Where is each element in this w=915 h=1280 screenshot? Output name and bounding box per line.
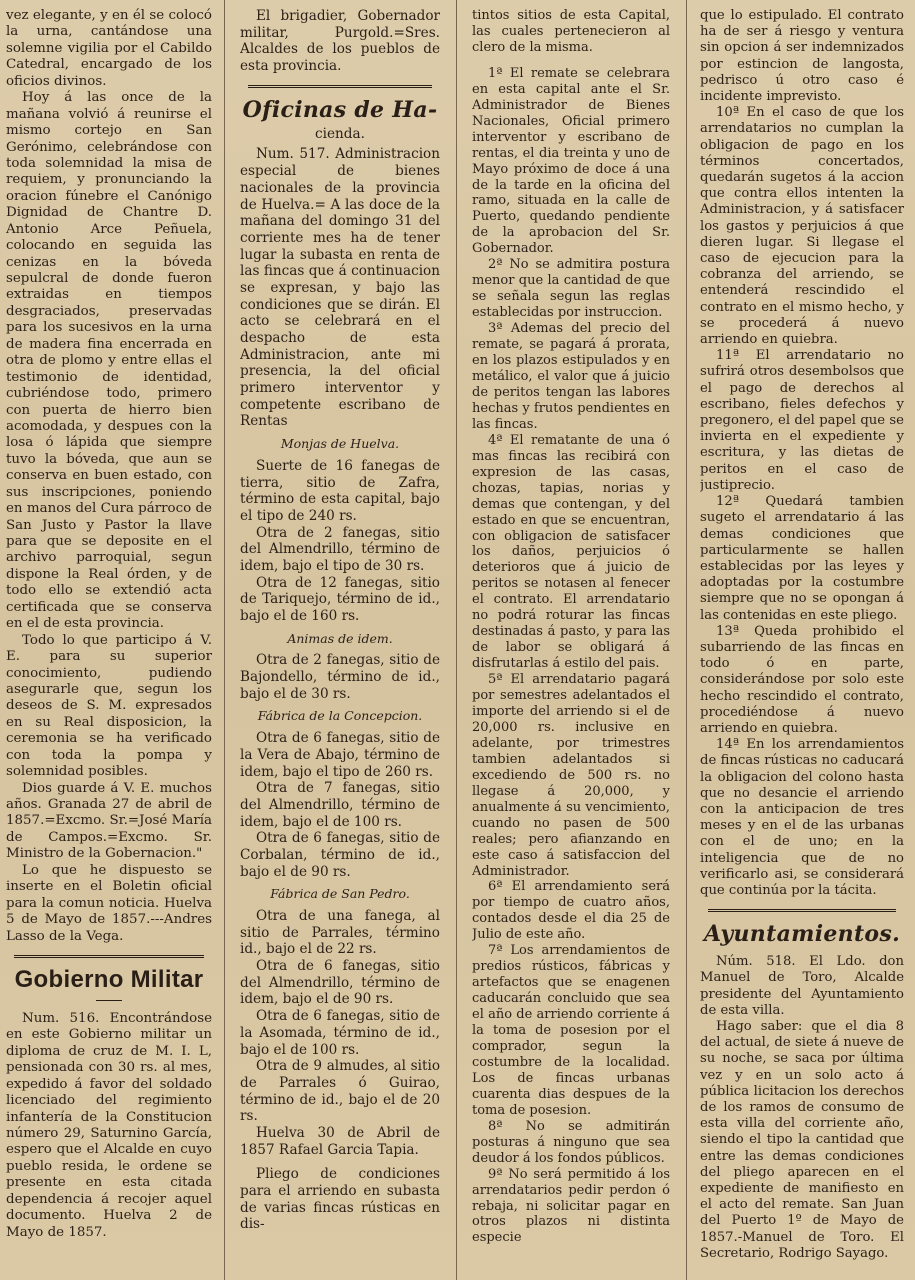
section-divider: [14, 955, 204, 958]
paragraph: Lo que he dispuesto se inserte en el Boletin oficial para la comun noticia. Huelva 5 de Mayo de 1857.---Andres Lasso de la Vega.: [6, 862, 212, 944]
paragraph: 1ª El remate se celebrara en esta capital ante el Sr. Administrador de Bienes Nacionales, Oficial primero interventor y escribano de rentas, el dia treinta y uno de Mayo próximo de doce á una de la tarde en la oficina del ramo, situada en la calle de Puerto, quedando pendiente de la aprobacion del Sr. Gobernador.: [472, 65, 670, 257]
section-title-continuation: cienda.: [315, 125, 365, 142]
paragraph: 9ª No será permitido á los arrendatarios pedir perdon ó rebaja, ni solicitar pagar en otros plazos ni distinta especie: [472, 1166, 670, 1246]
column-rule: [456, 0, 457, 1280]
paragraph: Todo lo que participo á V. E. para su superior conocimiento, pudiendo asegurarle que, segun los deseos de S. M. expresados en su Real disposicion, la ceremonia se ha verificado con toda la pompa y solemnidad posibles.: [6, 632, 212, 780]
paragraph: 14ª En los arrendamientos de fincas rústicas no caducará la obligacion del colono hasta que no desancie el arriendo con la anticipacion de tres meses y en el de las urbanas con el de uno; en la inteligencia que de no verificarlo asi, se considerará que continúa por la tácita.: [700, 737, 904, 898]
paragraph: Otra de 9 almudes, al sitio de Parrales ó Guirao, término de id., bajo el de 20 rs.: [240, 1058, 440, 1125]
section-title-gobierno-militar: Gobierno Militar: [14, 965, 204, 993]
paragraph: Otra de 7 fanegas, sitio del Almendrillo, término de idem, bajo el de 100 rs.: [240, 780, 440, 830]
paragraph: tintos sitios de esta Capital, las cuales pertenecieron al clero de la misma.: [472, 8, 670, 55]
section-title-oficinas-hacienda: Oficinas de Ha-: [242, 96, 438, 123]
paragraph: 6ª El arrendamiento será por tiempo de cuatro años, contados desde el dia 25 de Julio de este año.: [472, 879, 670, 943]
title-rule: [96, 1000, 122, 1001]
subheading: Monjas de Huelva.: [280, 436, 400, 452]
paragraph: 2ª No se admitira postura menor que la cantidad de que se señala segun las reglas establecidas por instruccion.: [472, 257, 670, 321]
subheading: Fábrica de San Pedro.: [270, 886, 410, 902]
column-2: [240, 8, 440, 1266]
paragraph: 13ª Queda prohibido el subarriendo de las fincas en todo ó en parte, considerándose por solo este hecho rescindido el contrato, procediéndose á nuevo arriendo en quiebra.: [700, 623, 904, 736]
paragraph: Otra de 2 fanegas, sitio del Almendrillo, término de idem, bajo el tipo de 30 rs.: [240, 524, 440, 574]
paragraph: 7ª Los arrendamientos de predios rústicos, fábricas y artefactos que se enagenen caducarán concluido que sea el año de arriendo corriente á la toma de posesion por el comprador, segun la costumbre de la localidad. Los de fincas urbanas cuarenta dias despues de la toma de posesion.: [472, 943, 670, 1118]
paragraph: Otra de 6 fanegas, sitio de la Asomada, término de id., bajo el de 100 rs.: [240, 1008, 440, 1058]
subheading: Animas de idem.: [287, 630, 393, 646]
column-rule: [224, 0, 225, 1280]
paragraph: 10ª En el caso de que los arrendatarios no cumplan la obligacion de pago en los términos concertados, quedarán sugetos á la accion que contra ellos intenten la Administracion, y á satisfacer los gastos y perjuicios á que dieren lugar. Si llegase el caso de ejecucion para la cobranza del arriendo, se entenderá rescindido el contrato en el mismo hecho, y se procederá á nuevo arriendo en quiebra.: [700, 105, 904, 348]
paragraph: 5ª El arrendatario pagará por semestres adelantados el importe del arriendo si el de 20,000 rs. inclusive en adelante, por trimestres tambien adelantados si excediendo de 500 rs. no llegase á 20,000, y anualmente á su vencimiento, cuando no pasen de 500 reales; pero afianzando en este caso á satisfaccion del Administrador.: [472, 672, 670, 879]
paragraph: Otra de una fanega, al sitio de Parrales, término id., bajo el de 22 rs.: [240, 908, 440, 958]
paragraph: Otra de 6 fanegas, sitio del Almendrillo, término de idem, bajo el de 90 rs.: [240, 958, 440, 1008]
column-4: [700, 8, 904, 1266]
paragraph: vez elegante, y en él se colocó la urna, cantándose una solemne vigilia por el Cabildo Catedral, encargado de los oficios divinos.: [6, 8, 212, 89]
paragraph: Num. 516. Encontrándose en este Gobierno militar un diploma de cruz de M. I. L, pensionada con 30 rs. al mes, expedido á favor del soldado licenciado del regimiento infantería de la Constitucion número 29, Saturnino García, espero que el Alcalde en cuyo pueblo resida, le ordene se presente en esta citada dependencia á recojer aquel documento. Huelva 2 de Mayo de 1857.: [6, 1010, 212, 1240]
paragraph: El brigadier, Gobernador militar, Purgold.=Sres. Alcaldes de los pueblos de esta provincia.: [240, 8, 440, 75]
paragraph: Dios guarde á V. E. muchos años. Granada 27 de abril de 1857.=Excmo. Sr.=José María de Campos.=Excmo. Sr. Ministro de la Gobernacion.": [6, 780, 212, 862]
paragraph: 8ª No se admitirán posturas á ninguno que sea deudor á los fondos públicos.: [472, 1118, 670, 1166]
subheading: Fábrica de la Concepcion.: [257, 708, 423, 724]
paragraph: Núm. 518. El Ldo. don Manuel de Toro, Alcalde presidente del Ayuntamiento de esta villa.: [700, 954, 904, 1018]
column-rule: [686, 0, 687, 1280]
paragraph: 12ª Quedará tambien sugeto el arrendatario á las demas condiciones que particularmente se hallen establecidas por las leyes y adoptadas por la costumbre siempre que no se opongan á las contenidas en este pliego.: [700, 494, 904, 623]
section-title-ayuntamientos: Ayuntamientos.: [703, 921, 901, 948]
paragraph: Otra de 6 fanegas, sitio de la Vera de Abajo, término de idem, bajo el tipo de 260 rs.: [240, 730, 440, 780]
paragraph: Otra de 2 fanegas, sitio de Bajondello, término de id., bajo el de 30 rs.: [240, 652, 440, 702]
paragraph: 3ª Ademas del precio del remate, se pagará á prorata, en los plazos estipulados y en metálico, el valor que á juicio de peritos tengan las labores hechas y frutos pendientes en las fincas.: [472, 321, 670, 432]
section-divider: [248, 85, 432, 88]
paragraph: 4ª El rematante de una ó mas fincas las recibirá con expresion de las casas, chozas, tapias, norias y demas que contengan, y del estado en que se encuentran, con obligacion de satisfacer los daños, perjuicios ó deterioros que á juicio de peritos se notasen al fenecer el contrato. El arrendatario no podrá roturar las fincas destinadas á pasto, y para las de labor se obligará á disfrutarlas á estilo del pais.: [472, 432, 670, 672]
column-3: [472, 8, 670, 1266]
paragraph: Otra de 6 fanegas, sitio de Corbalan, término de id., bajo el de 90 rs.: [240, 830, 440, 880]
paragraph: Huelva 30 de Abril de 1857 Rafael Garcia Tapia.: [240, 1124, 440, 1158]
paragraph: Hago saber: que el dia 8 del actual, de siete á nueve de su noche, se saca por última vez y en un solo acto á pública licitacion los derechos de los ramos de consumo de esta villa del corriente año, siendo el tipo la cantidad que entre las demas condiciones del pliego aparecen en el expediente de manifiesto en el acto del remate. San Juan del Puerto 1º de Mayo de 1857.-Manuel de Toro. El Secretario, Rodrigo Sayago.: [700, 1018, 904, 1261]
paragraph: que lo estipulado. El contrato ha de ser á riesgo y ventura sin opcion á ser indemnizados por estincion de langosta, pedrisco ú otro caso é incidente imprevisto.: [700, 8, 904, 105]
column-1: [6, 8, 212, 1266]
paragraph: Otra de 12 fanegas, sitio de Tariquejo, término de id., bajo el de 160 rs.: [240, 574, 440, 624]
paragraph: Suerte de 16 fanegas de tierra, sitio de Zafra, término de esta capital, bajo el tipo de 240 rs.: [240, 457, 440, 524]
paragraph: Pliego de condiciones para el arriendo en subasta de varias fincas rústicas en dis-: [240, 1166, 440, 1233]
paragraph: Num. 517. Administracion especial de bienes nacionales de la provincia de Huelva.= A las doce de la mañana del domingo 31 del corriente mes ha de tener lugar la subasta en renta de las fincas que á continuacion se expresan, y bajo las condiciones que se dirán. El acto se celebrará en el despacho de esta Administracion, ante mi presencia, la del oficial primero interventor y competente escribano de Rentas: [240, 146, 440, 430]
section-divider: [708, 909, 896, 912]
paragraph: 11ª El arrendatario no sufrirá otros desembolsos que el pago de derechos al escribano, fieles defechos y pregonero, el del papel que se invierta en el expediente y escritura, y las dietas de peritos en el caso de justiprecio.: [700, 348, 904, 493]
paragraph: Hoy á las once de la mañana volvió á reunirse el mismo cortejo en San Gerónimo, celebrándose con toda solemnidad la misa de requiem, y pronunciando la oracion fúnebre el Canónigo Dignidad de Chantre D. Antonio Arce Peñuela, colocando en seguida las cenizas en la bóveda sepulcral de donde fueron extraidas en tiempos desgraciados, preservadas para los sucesivos en la urna de madera fina encerrada en otra de plomo y entre ellas el testimonio de identidad, cubriéndose todo, primero con puerta de hierro bien acomodada, y despues con la losa ó lápida que siempre tuvo la bóveda, que aun se conserva en buen estado, con sus inscripciones, poniendo en manos del Cura párroco de San Justo y Pastor la llave para que se deposite en el archivo parroquial, segun dispone la Real órden, y de todo ello se extendió acta certificada que se conserva en el de esta provincia.: [6, 90, 212, 632]
